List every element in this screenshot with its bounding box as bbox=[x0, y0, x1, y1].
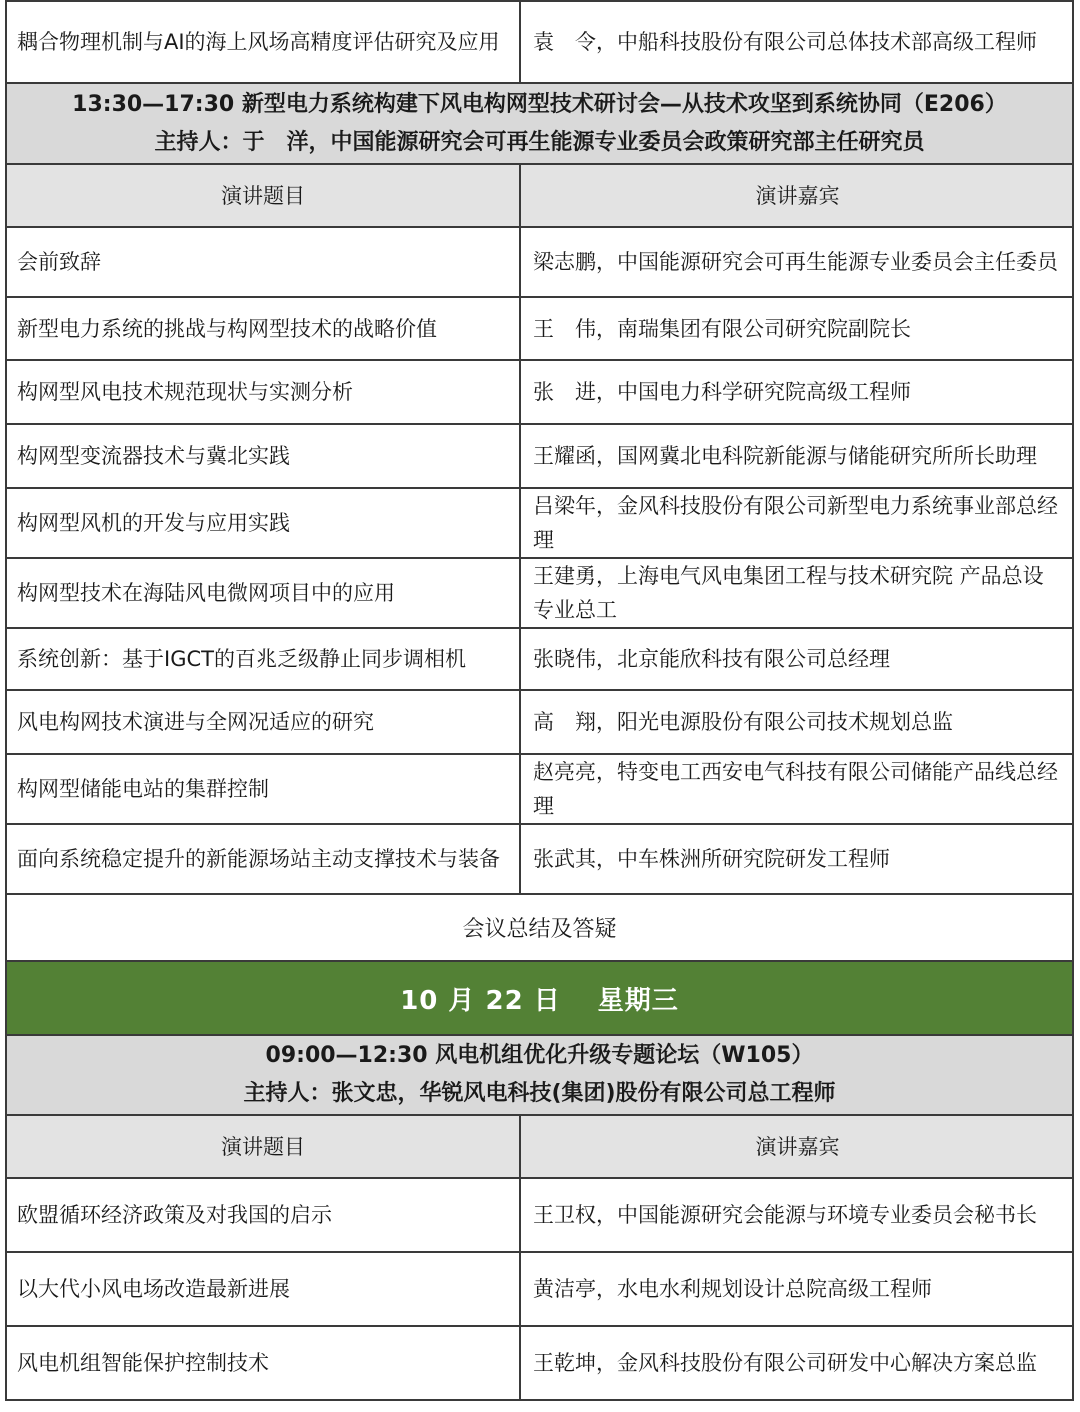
speaker-cell: 张晓伟，北京能欣科技有限公司总经理 bbox=[533, 647, 890, 671]
speaker-cell: 高 翔，阳光电源股份有限公司技术规划总监 bbox=[533, 710, 953, 734]
table-row bbox=[5, 298, 1074, 361]
topic-cell: 构网型风电技术规范现状与实测分析 bbox=[7, 361, 521, 423]
table-row bbox=[5, 0, 1074, 84]
topic-cell: 风电构网技术演进与全网况适应的研究 bbox=[7, 691, 521, 753]
topic-cell: 构网型储能电站的集群控制 bbox=[7, 755, 521, 823]
topic-cell: 面向系统稳定提升的新能源场站主动支撑技术与装备 bbox=[7, 825, 521, 893]
speaker-cell: 王卫权，中国能源研究会能源与环境专业委员会秘书长 bbox=[533, 1203, 1037, 1227]
topic-cell: 新型电力系统的挑战与构网型技术的战略价值 bbox=[7, 298, 521, 359]
column-header-topic: 演讲题目 bbox=[7, 165, 521, 226]
session-header bbox=[5, 84, 1074, 165]
topic-cell: 风电机组智能保护控制技术 bbox=[7, 1327, 521, 1399]
topic-cell: 构网型风机的开发与应用实践 bbox=[7, 489, 521, 557]
speaker-cell: 王建勇，上海电气风电集团工程与技术研究院 产品总设专业总工 bbox=[533, 564, 1044, 622]
agenda-table bbox=[5, 0, 1074, 1401]
session-title: 13:30—17:30 新型电力系统构建下风电构网型技术研讨会—从技术攻坚到系统协同（E206） bbox=[72, 91, 1007, 117]
topic-cell: 构网型技术在海陆风电微网项目中的应用 bbox=[7, 559, 521, 627]
column-header-speaker: 演讲嘉宾 bbox=[755, 183, 840, 208]
table-row bbox=[5, 559, 1074, 629]
table-row bbox=[5, 629, 1074, 691]
table-row bbox=[5, 755, 1074, 825]
speaker-cell: 袁 令，中船科技股份有限公司总体技术部高级工程师 bbox=[533, 30, 1037, 54]
column-header-row bbox=[5, 165, 1074, 228]
speaker-cell: 王乾坤，金风科技股份有限公司研发中心解决方案总监 bbox=[533, 1351, 1037, 1375]
speaker-cell: 张 进，中国电力科学研究院高级工程师 bbox=[533, 380, 911, 404]
session-host: 主持人：于 洋，中国能源研究会可再生能源专业委员会政策研究部主任研究员 bbox=[154, 129, 925, 155]
table-row bbox=[5, 825, 1074, 895]
session-title: 09:00—12:30 风电机组优化升级专题论坛（W105） bbox=[265, 1043, 814, 1068]
speaker-cell: 王耀函，国网冀北电科院新能源与储能研究所所长助理 bbox=[533, 444, 1037, 468]
summary-text: 会议总结及答疑 bbox=[462, 917, 617, 942]
speaker-cell: 赵亮亮，特变电工西安电气科技有限公司储能产品线总经理 bbox=[533, 760, 1058, 818]
table-row bbox=[5, 489, 1074, 559]
column-header-row bbox=[5, 1116, 1074, 1179]
topic-cell: 构网型变流器技术与冀北实践 bbox=[7, 425, 521, 487]
summary-row bbox=[5, 895, 1074, 962]
speaker-cell: 王 伟，南瑞集团有限公司研究院副院长 bbox=[533, 316, 911, 341]
session-header bbox=[5, 1036, 1074, 1116]
speaker-cell: 张武其，中车株洲所研究院研发工程师 bbox=[533, 847, 890, 871]
table-row bbox=[5, 1253, 1074, 1327]
topic-cell: 系统创新：基于IGCT的百兆乏级静止同步调相机 bbox=[7, 629, 521, 689]
session-host: 主持人：张文忠，华锐风电科技(集团)股份有限公司总工程师 bbox=[243, 1081, 836, 1106]
table-row bbox=[5, 228, 1074, 298]
topic-cell: 欧盟循环经济政策及对我国的启示 bbox=[7, 1179, 521, 1251]
column-header-topic: 演讲题目 bbox=[7, 1116, 521, 1177]
table-row bbox=[5, 425, 1074, 489]
speaker-cell: 黄洁亭，水电水利规划设计总院高级工程师 bbox=[533, 1277, 932, 1301]
topic-cell: 以大代小风电场改造最新进展 bbox=[7, 1253, 521, 1325]
table-row bbox=[5, 691, 1074, 755]
column-header-speaker: 演讲嘉宾 bbox=[755, 1134, 840, 1159]
table-row bbox=[5, 1327, 1074, 1401]
table-row bbox=[5, 1179, 1074, 1253]
day-banner bbox=[5, 962, 1074, 1036]
speaker-cell: 梁志鹏，中国能源研究会可再生能源专业委员会主任委员 bbox=[533, 250, 1058, 274]
speaker-cell: 吕梁年，金风科技股份有限公司新型电力系统事业部总经理 bbox=[533, 494, 1058, 552]
topic-cell: 耦合物理机制与AI的海上风场高精度评估研究及应用 bbox=[7, 2, 521, 82]
topic-cell: 会前致辞 bbox=[7, 228, 521, 296]
table-row bbox=[5, 361, 1074, 425]
day-banner-text: 10 月 22 日 星期三 bbox=[400, 985, 679, 1016]
